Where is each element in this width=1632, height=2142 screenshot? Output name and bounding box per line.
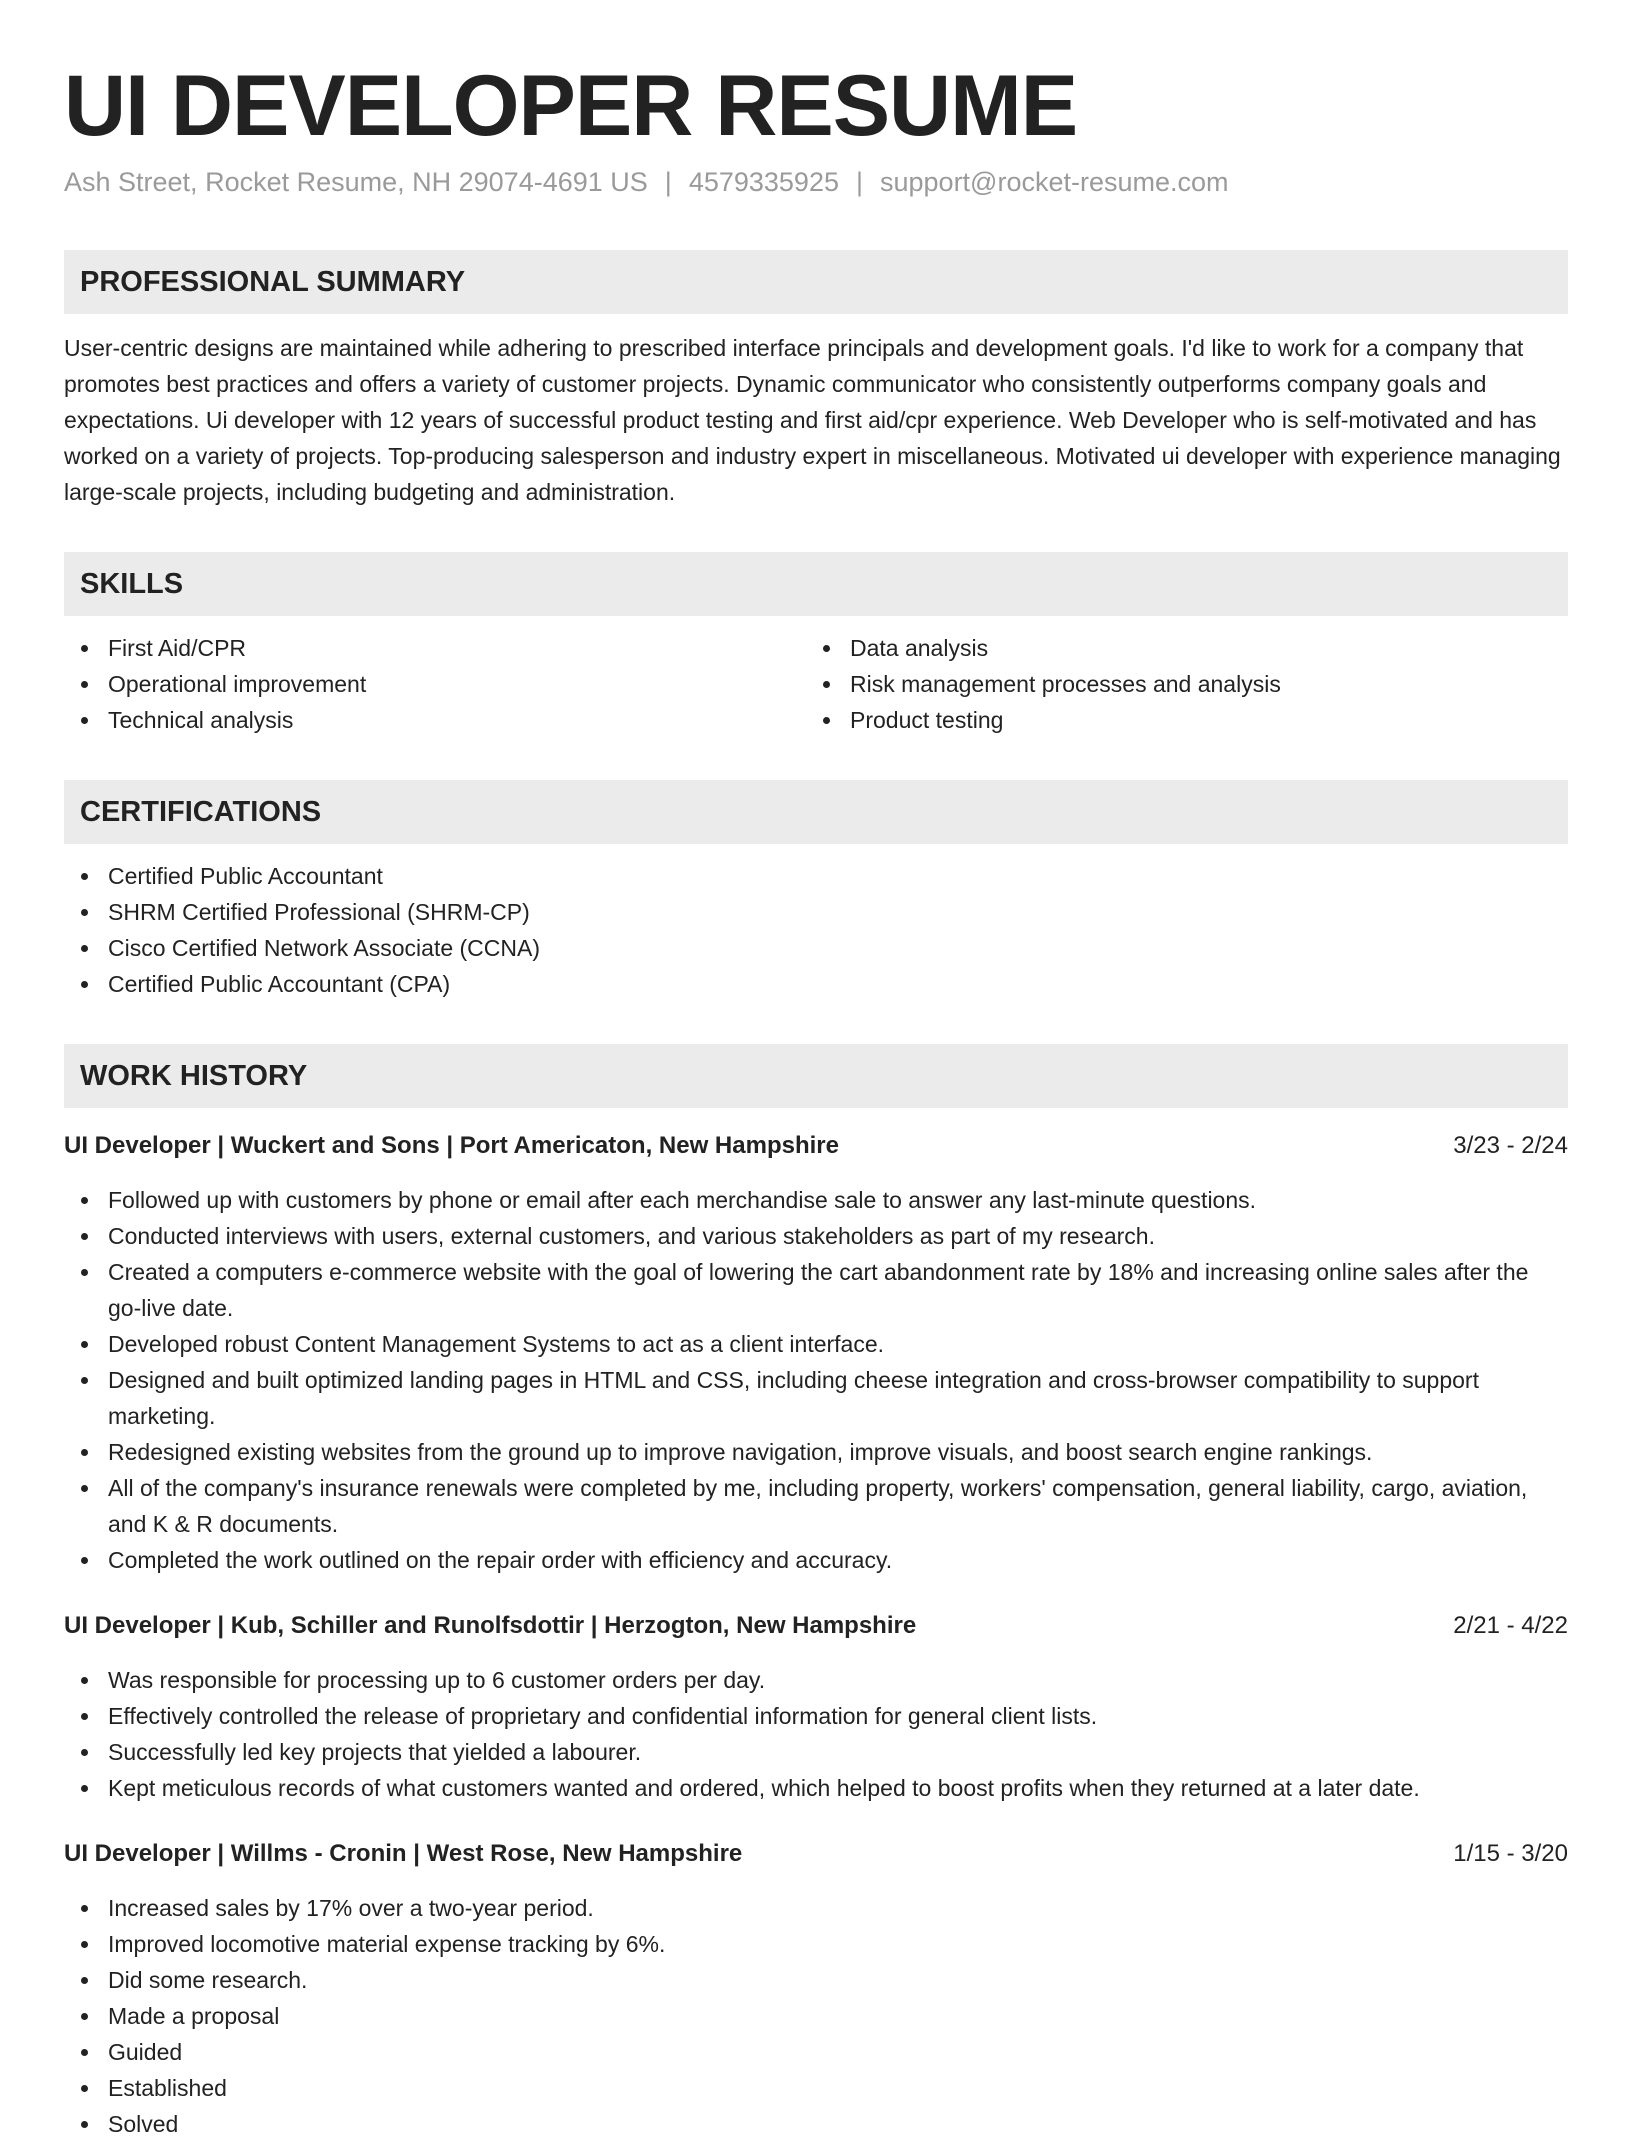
contact-separator: | [855, 167, 863, 197]
job-bullet: Kept meticulous records of what customers wanted and ordered, which helped to boost profits when they returned at a later date. [64, 1770, 1568, 1806]
job-bullet: Did some research. [64, 1962, 1568, 1998]
job-bullet-list [64, 1662, 1568, 1806]
certification-item: Certified Public Accountant [64, 858, 1568, 894]
job-bullet: All of the company's insurance renewals were completed by me, including property, workers' compensation, general liability, cargo, aviation, and K & R documents. [64, 1470, 1568, 1542]
job-title: UI Developer | Wuckert and Sons | Port Americaton, New Hampshire [64, 1132, 839, 1159]
skill-item: Risk management processes and analysis [806, 666, 1548, 702]
job-bullet: Effectively controlled the release of proprietary and confidential information for general client lists. [64, 1698, 1568, 1734]
job-header [64, 1836, 1568, 1872]
certification-item: SHRM Certified Professional (SHRM-CP) [64, 894, 1568, 930]
section-heading-certifications: CERTIFICATIONS [64, 780, 1568, 844]
job-bullet: Developed robust Content Management Systems to act as a client interface. [64, 1326, 1568, 1362]
page-title: UI DEVELOPER RESUME [64, 58, 1078, 154]
skills-left-list [64, 630, 806, 738]
summary-text: User-centric designs are maintained while adhering to prescribed interface principals and development goals. I'd like to work for a company that promotes best practices and offers a variety of customer projects. Dynamic communicator who consistently outperforms company goals and expectations. Ui developer with 12 years of successful product testing and first aid/cpr experience. Web Developer who is self-motivated and has worked on a variety of projects. Top-producing salesperson and industry expert in miscellaneous. Motivated ui developer with experience managing large-scale projects, including budgeting and administration. [64, 335, 1561, 505]
job-entry [64, 1836, 1568, 2142]
contact-separator: | [664, 167, 672, 197]
skills-right-list [806, 630, 1548, 738]
resume-page [64, 56, 1568, 2142]
job-entry [64, 1128, 1568, 1578]
contact-line [64, 164, 1568, 200]
job-title: UI Developer | Kub, Schiller and Runolfsdottir | Herzogton, New Hampshire [64, 1612, 917, 1639]
job-bullet-list [64, 1182, 1568, 1578]
job-bullet: Improved locomotive material expense tracking by 6%. [64, 1926, 1568, 1962]
job-bullet: Made a proposal [64, 1998, 1568, 2034]
skill-item: Technical analysis [64, 702, 806, 738]
job-bullet: Conducted interviews with users, external customers, and various stakeholders as part of my research. [64, 1218, 1568, 1254]
job-dates: 2/21 - 4/22 [1453, 1612, 1568, 1639]
job-bullet: Created a computers e-commerce website with the goal of lowering the cart abandonment rate by 18% and increasing online sales after the go-live date. [64, 1254, 1568, 1326]
job-header [64, 1608, 1568, 1644]
job-bullet: Increased sales by 17% over a two-year period. [64, 1890, 1568, 1926]
job-entry [64, 1608, 1568, 1806]
job-header [64, 1128, 1568, 1164]
job-bullet: Solved [64, 2106, 1568, 2142]
job-bullet: Completed the work outlined on the repair order with efficiency and accuracy. [64, 1542, 1568, 1578]
section-heading-summary: PROFESSIONAL SUMMARY [64, 250, 1568, 314]
certification-item: Cisco Certified Network Associate (CCNA) [64, 930, 1568, 966]
skills-grid [64, 630, 1568, 738]
job-dates: 1/15 - 3/20 [1453, 1840, 1568, 1867]
skill-item: Operational improvement [64, 666, 806, 702]
job-bullet: Successfully led key projects that yielded a labourer. [64, 1734, 1568, 1770]
contact-email: support@rocket-resume.com [880, 167, 1229, 197]
job-bullet: Guided [64, 2034, 1568, 2070]
job-bullet: Redesigned existing websites from the ground up to improve navigation, improve visuals, and boost search engine rankings. [64, 1434, 1568, 1470]
contact-address: Ash Street, Rocket Resume, NH 29074-4691 US [64, 167, 648, 197]
job-bullet: Designed and built optimized landing pages in HTML and CSS, including cheese integration and cross-browser compatibility to support marketing. [64, 1362, 1568, 1434]
skill-item: Product testing [806, 702, 1548, 738]
certifications-list [64, 858, 1568, 1002]
job-bullet-list [64, 1890, 1568, 2142]
certification-item: Certified Public Accountant (CPA) [64, 966, 1568, 1002]
skill-item: First Aid/CPR [64, 630, 806, 666]
job-bullet: Followed up with customers by phone or email after each merchandise sale to answer any last-minute questions. [64, 1182, 1568, 1218]
skill-item: Data analysis [806, 630, 1548, 666]
section-heading-work-history: WORK HISTORY [64, 1044, 1568, 1108]
contact-phone: 4579335925 [688, 167, 839, 197]
job-bullet: Was responsible for processing up to 6 customer orders per day. [64, 1662, 1568, 1698]
job-bullet: Established [64, 2070, 1568, 2106]
job-title: UI Developer | Willms - Cronin | West Rose, New Hampshire [64, 1840, 743, 1867]
section-heading-skills: SKILLS [64, 552, 1568, 616]
job-dates: 3/23 - 2/24 [1453, 1132, 1568, 1159]
